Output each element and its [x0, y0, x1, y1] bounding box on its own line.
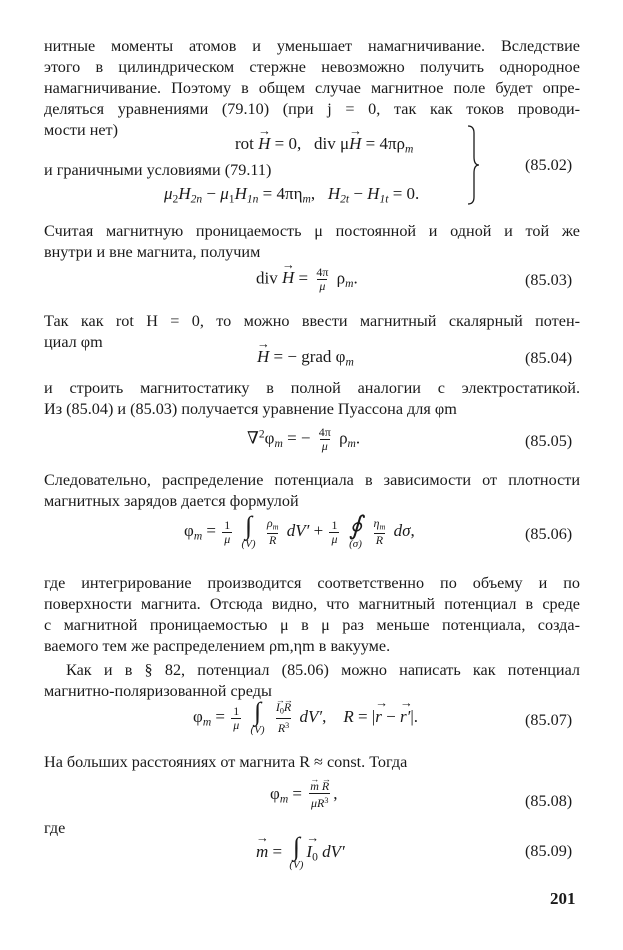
equation-rot-div-H: rot → H = 0, div $\mu\to H = 4\pi\rho_m$ [235, 134, 413, 155]
equation-potential-integral: $\varphi_m$ = $\frac{1}{\mu}$ ∫ (V) $\frac{\rho_m}{R}$ dV′ + $\frac{1}{\mu}$ ∮ (σ) $\frac{\eta_m}{R}$ dσ, [184, 511, 415, 550]
text-line-2: этого в цилиндрическом стержне невозможно получить однородное [44, 58, 580, 76]
equation-H-grad-phi: → H = − grad $\varphi_m$ [257, 347, 354, 368]
text-line-7: Считая магнитную проницаемость μ постоянной и одной и той же [44, 222, 580, 240]
equation-polarized-potential: $\varphi_m$ = $\frac{1}{\mu}$ ∫ (V) → $\frac{I_0\to R}{R^3}$ dV′, R = |→ r − → r′|. [193, 700, 418, 736]
text-line-15: где интегрирование производится соответственно по объему и по [44, 574, 580, 592]
equation-number-85-08: (85.08) [525, 792, 573, 810]
equation-div-H: div → H = $\frac{4\pi}{\mu}$ $\rho_m$. [256, 266, 358, 293]
text-line-21: На больших расстояниях от магнита R ≈ const. Тогда [44, 753, 408, 771]
equation-magnetic-moment: → m = ∫ (V) → $I_0$ dV′ [256, 835, 345, 871]
equation-number-85-07: (85.07) [525, 711, 573, 729]
text-line-10: циал φm [44, 333, 103, 351]
text-line-16: поверхности магнита. Отсюда видно, что магнитный потенциал в среде [44, 595, 580, 613]
text-line-3: намагничивание. Поэтому в общем случае магнитное поле будет опре- [44, 79, 580, 97]
text-line-14: магнитных зарядов дается формулой [44, 492, 299, 510]
text-line-11: и строить магнитостатику в полной аналогии с электростатикой. [44, 379, 580, 397]
text-line-4: деляться уравнениями (79.10) (при j = 0, так как токов проводи- [44, 100, 580, 118]
text-line-19: Как и в § 82, потенциал (85.06) можно написать как потенциал [66, 661, 580, 679]
text-line-5: мости нет) [44, 121, 119, 139]
text-line-1: нитные моменты атомов и уменьшает намагничивание. Вследствие [44, 37, 580, 55]
text-line-8: внутри и вне магнита, получим [44, 243, 261, 261]
text-line-18: ваемого тем же распределением ρm,ηm в вакууме. [44, 637, 391, 655]
text-line-9: Так как rot H = 0, то можно ввести магнитный скалярный потен- [44, 312, 580, 330]
equation-poisson: $\nabla^2\varphi_m$ = − $\frac{4\pi}{\mu}$ $\rho_m$. [247, 425, 361, 453]
equation-number-85-03: (85.03) [525, 271, 573, 289]
equation-number-85-02: (85.02) [525, 156, 573, 174]
text-line-22: где [44, 819, 66, 837]
equation-number-85-04: (85.04) [525, 349, 573, 367]
equation-number-85-09: (85.09) [525, 842, 573, 860]
right-brace-icon [466, 125, 480, 205]
text-line-13: Следовательно, распределение потенциала в зависимости от плотности [44, 471, 580, 489]
text-line-17: с магнитной проницаемостью μ в μ раз меньше потенциала, созда- [44, 616, 580, 634]
equation-number-85-05: (85.05) [525, 432, 573, 450]
page-number: 201 [550, 889, 576, 908]
equation-dipole-potential: $\varphi_m$ = → $\frac{m \to R}{\mu R^3}$ , [270, 780, 338, 810]
equation-boundary-conditions: $\mu_2H_{2n} - \mu_1H_{1n} = 4\pi\eta_m$, $H_{2t} - H_{1t} = 0$. [164, 184, 420, 206]
text-line-6: и граничными условиями (79.11) [44, 161, 272, 179]
text-line-20: магнитно-поляризованной среды [44, 682, 272, 700]
equation-number-85-06: (85.06) [525, 525, 573, 543]
text-line-12: Из (85.04) и (85.03) получается уравнение Пуассона для φm [44, 400, 457, 418]
